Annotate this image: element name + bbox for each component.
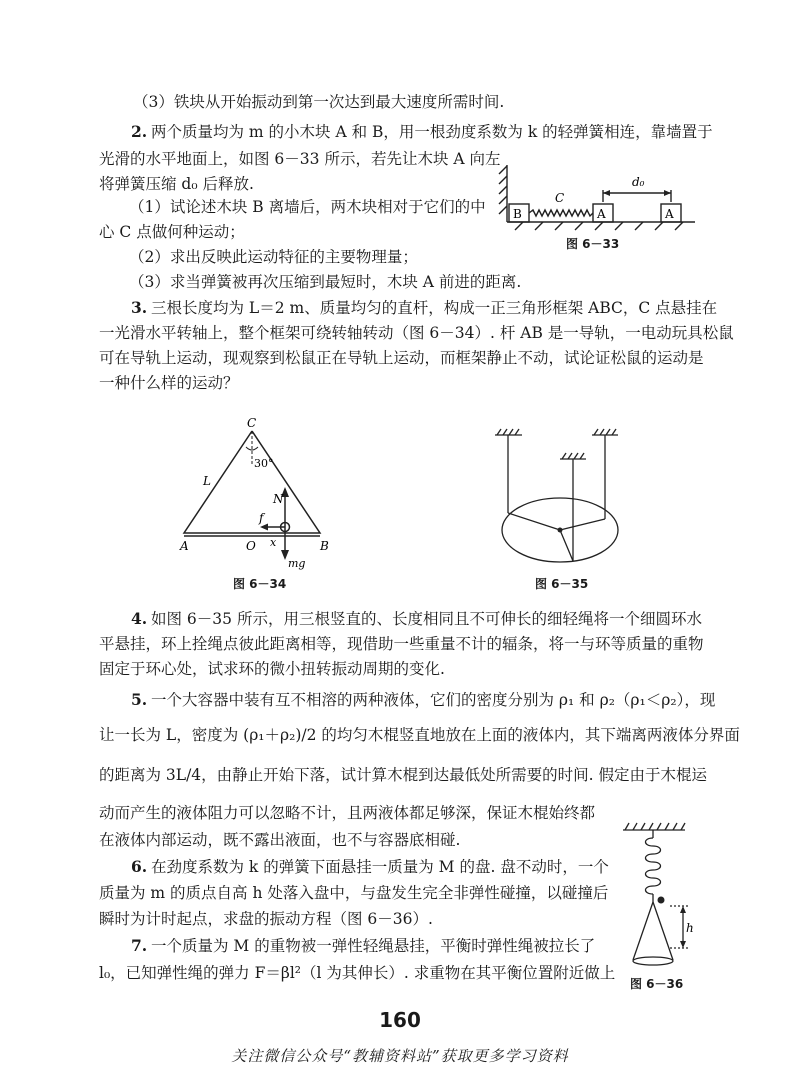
fig633-label-a1: A — [597, 207, 606, 221]
fig634-label-b: B — [320, 539, 329, 553]
text-line-8: （3）求当弹簧被再次压缩到最短时，木块 A 前进的距离. — [129, 273, 522, 291]
text-line-17: 让一长为 L，密度为 (ρ₁＋ρ₂)/2 的均匀木棍竖直地放在上面的液体内，其下端离两液体分界面 — [99, 726, 740, 744]
text-line-1: （3）铁块从开始振动到第一次达到最大速度所需时间. — [133, 93, 505, 111]
fig633-label-d0: d₀ — [632, 175, 645, 189]
text-line-5: （1）试论述木块 B 离墙后，两木块相对于它们的中 — [129, 198, 486, 216]
caption-fig-6-35: 图 6－35 — [535, 577, 589, 591]
text-line-16: 一个大容器中装有互不相溶的两种液体，它们的密度分别为 ρ₁ 和 ρ₂（ρ₁＜ρ₂），现 — [151, 691, 716, 709]
fig634-label-l: L — [203, 474, 211, 488]
fig634-label-mg: mg — [288, 557, 306, 570]
footer-note: 关注微信公众号“教辅资料站”获取更多学习资料 — [231, 1047, 569, 1065]
text-line-20: 在液体内部运动，既不露出液面，也不与容器底相碰. — [99, 831, 461, 849]
problem-number-2: 2. — [131, 122, 148, 141]
text-line-12: 一种什么样的运动？ — [99, 374, 239, 392]
problem-number-3: 3. — [131, 298, 148, 317]
text-line-6: 心 C 点做何种运动； — [99, 223, 245, 241]
fig634-label-c: C — [247, 416, 257, 430]
fig636-label-h: h — [686, 921, 694, 935]
problem-number-6: 6. — [131, 857, 148, 876]
fig634-label-o: O — [246, 539, 256, 553]
fig634-label-x: x — [270, 536, 277, 549]
text-line-4: 将弹簧压缩 d₀ 后释放. — [99, 175, 254, 193]
text-line-25: l₀，已知弹性绳的弹力 F＝βl²（l 为其伸长）. 求重物在其平衡位置附近做上 — [99, 964, 616, 982]
problem-number-5: 5. — [131, 690, 148, 709]
fig634-label-f: f — [259, 511, 264, 525]
text-line-14: 平悬挂，环上拴绳点彼此距离相等，现借助一些重量不计的辐条，将一与环等质量的重物 — [99, 635, 704, 653]
text-line-24: 一个质量为 M 的重物被一弹性轻绳悬挂，平衡时弹性绳被拉长了 — [151, 937, 596, 955]
figure-6-35 — [490, 425, 640, 575]
text-line-19: 动而产生的液体阻力可以忽略不计，且两液体都足够深，保证木棍始终都 — [99, 804, 596, 822]
caption-fig-6-34: 图 6－34 — [233, 577, 287, 591]
fig633-label-b: B — [513, 207, 522, 221]
problem-number-7: 7. — [131, 936, 148, 955]
caption-fig-6-36: 图 6－36 — [630, 977, 684, 991]
text-line-3: 光滑的水平地面上，如图 6－33 所示，若先让木块 A 向左 — [99, 150, 501, 168]
figure-6-34 — [170, 415, 350, 575]
text-line-22: 质量为 m 的质点自高 h 处落入盘中，与盘发生完全非弹性碰撞，以碰撞后 — [99, 884, 609, 902]
text-line-2: 两个质量均为 m 的小木块 A 和 B，用一根劲度系数为 k 的轻弹簧相连，靠墙置于 — [151, 123, 713, 141]
text-line-7: （2）求出反映此运动特征的主要物理量； — [129, 248, 418, 266]
fig634-label-n: N — [273, 492, 284, 506]
fig633-label-a2: A — [665, 207, 674, 221]
fig633-label-c: C — [555, 191, 565, 205]
text-line-23: 瞬时为计时起点，求盘的振动方程（图 6－36）. — [99, 910, 433, 928]
text-line-10: 一光滑水平转轴上，整个框架可绕转轴转动（图 6－34）. 杆 AB 是一导轨，一电动玩具松鼠 — [99, 324, 734, 342]
caption-fig-6-33: 图 6－33 — [566, 237, 620, 251]
fig634-label-angle: 30° — [254, 457, 274, 470]
text-line-21: 在劲度系数为 k 的弹簧下面悬挂一质量为 M 的盘. 盘不动时，一个 — [151, 858, 609, 876]
text-line-15: 固定于环心处，试求环的微小扭转振动周期的变化. — [99, 660, 445, 678]
page-number: 160 — [379, 1008, 421, 1032]
figure-6-36 — [615, 820, 705, 975]
fig634-label-a: A — [180, 539, 189, 553]
text-line-18: 的距离为 3L/4，由静止开始下落，试计算木棍到达最低处所需要的时间. 假定由于木棍运 — [99, 766, 708, 784]
text-line-9: 三根长度均为 L＝2 m、质量均匀的直杆，构成一正三角形框架 ABC，C 点悬挂在 — [151, 299, 718, 317]
text-line-13: 如图 6－35 所示，用三根竖直的、长度相同且不可伸长的细轻绳将一个细圆环水 — [151, 610, 702, 628]
text-line-11: 可在导轨上运动，现观察到松鼠正在导轨上运动，而框架静止不动，试论证松鼠的运动是 — [99, 349, 704, 367]
problem-number-4: 4. — [131, 609, 148, 628]
